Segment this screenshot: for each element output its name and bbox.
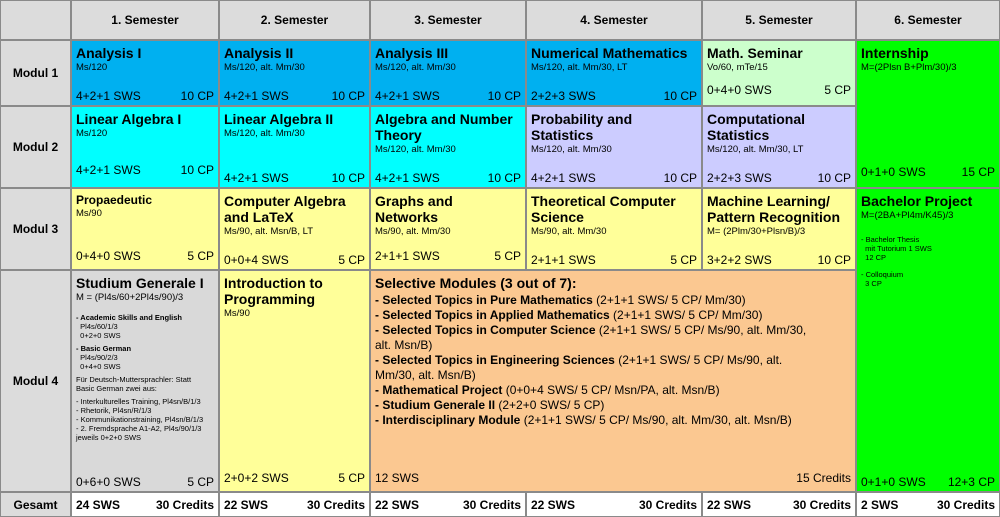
- studium-generale-line: - Basic German: [76, 344, 132, 353]
- selective-module-line: [375, 293, 855, 308]
- module-exam: Ms/120, alt. Mm/30: [531, 144, 612, 155]
- module-sws: 3+2+2 SWS: [707, 253, 772, 267]
- module-cp: 10 CP: [180, 163, 214, 177]
- module-computer-algebra-latex: [219, 188, 370, 270]
- module-cp: 10 CP: [817, 253, 851, 267]
- module-cp: 12+3 CP: [947, 475, 995, 489]
- row-label-modul-2: Modul 2: [0, 106, 71, 188]
- corner-cell: [0, 0, 71, 40]
- module-title-line-1: Theoretical Computer: [531, 193, 676, 209]
- total-semester-6: [856, 492, 1000, 517]
- module-title-line-2: Theory: [375, 127, 422, 143]
- module-studium-generale-1: [71, 270, 219, 492]
- row-label-modul-1: Modul 1: [0, 40, 71, 106]
- module-exam: Ms/120, alt. Mm/30: [224, 62, 305, 73]
- studium-generale-line: - Academic Skills and English: [76, 313, 183, 322]
- module-cp: 10 CP: [487, 171, 521, 185]
- module-exam: Ms/120, alt. Mm/30: [375, 144, 456, 155]
- module-analysis-2: [219, 40, 370, 106]
- module-sws: 0+1+0 SWS: [861, 165, 926, 179]
- total-sws: 22 SWS: [531, 497, 576, 512]
- studium-generale-line: - Interkulturelles Training, Pl4sn/B/1/3: [76, 397, 201, 406]
- module-cp: 5 CP: [187, 249, 214, 263]
- selective-modules-list: [371, 293, 855, 428]
- studium-generale-line: Für Deutsch-Muttersprachler: Statt: [76, 375, 192, 384]
- header-semester-2: 2. Semester: [219, 0, 370, 40]
- module-sws: 4+2+1 SWS: [375, 89, 440, 103]
- module-cp: 10 CP: [487, 89, 521, 103]
- module-sws: 4+2+1 SWS: [224, 171, 289, 185]
- module-sws: 0+6+0 SWS: [76, 475, 141, 489]
- bachelor-item: mit Tutorium 1 SWS: [861, 244, 932, 253]
- module-title: Bachelor Project: [861, 193, 973, 209]
- module-title: Linear Algebra I: [76, 111, 182, 127]
- module-exam: Ms/120, alt. Mm/30, LT: [707, 144, 804, 155]
- module-cp: 10 CP: [331, 171, 365, 185]
- module-cp: 5 CP: [187, 475, 214, 489]
- module-title: Propaedeutic: [76, 193, 153, 207]
- module-probability-statistics: [526, 106, 702, 188]
- module-sws: 4+2+1 SWS: [76, 89, 141, 103]
- selective-module-details: (2+1+1 SWS/ 5 CP/ Ms/90, alt. Mm/30, alt. Msn/B): [520, 413, 792, 427]
- module-sws: 0+4+0 SWS: [707, 83, 772, 97]
- studium-generale-line: - 2. Fremdsprache A1-A2, Pl4s/90/1/3: [76, 424, 202, 433]
- module-sws: 0+1+0 SWS: [861, 475, 926, 489]
- module-title-line-1: Computational: [707, 111, 805, 127]
- module-cp: 10 CP: [331, 89, 365, 103]
- module-propaedeutic: [71, 188, 219, 270]
- module-title-line-2: Science: [531, 209, 584, 225]
- module-sws: 2+0+2 SWS: [224, 471, 289, 485]
- module-sws: 4+2+1 SWS: [531, 171, 596, 185]
- row-label-gesamt: Gesamt: [0, 492, 71, 517]
- studium-generale-line: - Kommunikationstraining, Pl4sn/B/1/3: [76, 415, 204, 424]
- total-semester-5: [702, 492, 856, 517]
- module-title-line-1: Algebra and Number: [375, 111, 513, 127]
- header-semester-6: 6. Semester: [856, 0, 1000, 40]
- selective-module-details: Mm/30, alt. Msn/B): [375, 368, 476, 382]
- module-internship: [856, 40, 1000, 188]
- module-cp: 10 CP: [817, 171, 851, 185]
- module-title-line-2: Networks: [375, 209, 439, 225]
- selective-module-details: (2+1+1 SWS/ 5 CP/ Ms/90, alt.: [614, 353, 783, 367]
- module-title: Math. Seminar: [707, 45, 803, 61]
- module-exam: M= (2Plm/30+Plsn/B)/3: [707, 226, 806, 237]
- module-linear-algebra-1: [71, 106, 219, 188]
- module-cp: 10 CP: [180, 89, 214, 103]
- module-sws: 0+0+4 SWS: [224, 253, 289, 267]
- module-cp: 15 CP: [961, 165, 995, 179]
- module-title-line-2: Statistics: [531, 127, 594, 143]
- module-title: Studium Generale I: [76, 275, 204, 291]
- module-computational-statistics: [702, 106, 856, 188]
- total-credits: 30 Credits: [638, 497, 697, 512]
- module-exam: Ms/90, alt. Mm/30: [375, 226, 451, 237]
- module-title-line-1: Graphs and: [375, 193, 453, 209]
- total-sws: 2 SWS: [861, 497, 899, 512]
- module-exam: M=(2Plsn B+Plm/30)/3: [861, 62, 957, 73]
- selective-module-name: - Studium Generale II: [375, 398, 496, 412]
- module-title-line-2: Programming: [224, 291, 316, 307]
- module-exam: Ms/120: [76, 128, 108, 139]
- module-cp: 5 CP: [338, 253, 365, 267]
- selective-module-line: [375, 353, 855, 368]
- module-linear-algebra-2: [219, 106, 370, 188]
- module-sws: 2+1+1 SWS: [375, 249, 440, 263]
- selective-module-line: [375, 383, 855, 398]
- module-cp: 15 Credits: [796, 471, 851, 485]
- studium-generale-details: [72, 313, 218, 442]
- module-exam: Ms/120: [76, 62, 108, 73]
- selective-module-name: - Selected Topics in Pure Mathematics: [375, 293, 593, 307]
- module-sws: 4+2+1 SWS: [76, 163, 141, 177]
- module-theoretical-computer-science: [526, 188, 702, 270]
- selective-module-name: - Selected Topics in Engineering Sciences: [375, 353, 615, 367]
- module-graphs-networks: [370, 188, 526, 270]
- module-sws: 4+2+1 SWS: [375, 171, 440, 185]
- header-semester-3: 3. Semester: [370, 0, 526, 40]
- module-exam: M=(2BA+Pl4m/K45)/3: [861, 210, 954, 221]
- module-analysis-3: [370, 40, 526, 106]
- module-exam: Ms/120, alt. Mm/30: [224, 128, 305, 139]
- module-sws: 4+2+1 SWS: [224, 89, 289, 103]
- module-cp: 10 CP: [663, 171, 697, 185]
- selective-module-line: [375, 308, 855, 323]
- studium-generale-line: jeweils 0+2+0 SWS: [76, 433, 142, 442]
- module-analysis-1: [71, 40, 219, 106]
- selective-module-name: - Mathematical Project: [375, 383, 503, 397]
- module-exam: Ms/90, alt. Mm/30: [531, 226, 607, 237]
- module-exam: Ms/120, alt. Mm/30: [375, 62, 456, 73]
- module-title-line-2: and LaTeX: [224, 209, 294, 225]
- module-title: Analysis I: [76, 45, 142, 61]
- module-sws: 2+2+3 SWS: [707, 171, 772, 185]
- module-title-line-1: Probability and: [531, 111, 633, 127]
- module-exam: Ms/90: [76, 208, 102, 219]
- selective-module-details: (2+2+0 SWS/ 5 CP): [495, 398, 605, 412]
- module-title-line-1: Machine Learning/: [707, 193, 830, 209]
- bachelor-item: - Colloquium: [861, 270, 904, 279]
- module-title: Selective Modules (3 out of 7):: [375, 275, 577, 291]
- bachelor-item: 3 CP: [861, 279, 882, 288]
- studium-generale-line: 0+4+0 SWS: [76, 362, 121, 371]
- module-exam: Ms/90, alt. Msn/B, LT: [224, 226, 314, 237]
- studium-generale-line: Basic German zwei aus:: [76, 384, 157, 393]
- row-label-modul-3: Modul 3: [0, 188, 71, 270]
- module-cp: 5 CP: [494, 249, 521, 263]
- selective-module-line: [375, 398, 855, 413]
- selective-module-name: - Selected Topics in Computer Science: [375, 323, 596, 337]
- module-cp: 10 CP: [663, 89, 697, 103]
- selective-module-details: (2+1+1 SWS/ 5 CP/ Mm/30): [609, 308, 763, 322]
- selective-module-line: [375, 368, 855, 383]
- total-sws: 22 SWS: [224, 497, 269, 512]
- module-title-line-2: Pattern Recognition: [707, 209, 841, 225]
- total-semester-4: [526, 492, 702, 517]
- module-exam: Ms/120, alt. Mm/30, LT: [531, 62, 628, 73]
- module-title: Analysis III: [375, 45, 449, 61]
- studium-generale-line: Pl4s/90/2/3: [76, 353, 118, 362]
- selective-module-line: [375, 338, 855, 353]
- total-sws: 22 SWS: [375, 497, 420, 512]
- total-sws: 22 SWS: [707, 497, 752, 512]
- module-sws: 2+1+1 SWS: [531, 253, 596, 267]
- selective-module-details: (2+1+1 SWS/ 5 CP/ Mm/30): [592, 293, 746, 307]
- module-exam: M = (Pl4s/60+2Pl4s/90)/3: [76, 292, 184, 303]
- selective-module-details: (2+1+1 SWS/ 5 CP/ Ms/90, alt. Mm/30,: [595, 323, 807, 337]
- total-semester-2: [219, 492, 370, 517]
- module-sws: 2+2+3 SWS: [531, 89, 596, 103]
- module-machine-learning: [702, 188, 856, 270]
- module-title: Linear Algebra II: [224, 111, 334, 127]
- total-credits: 30 Credits: [936, 497, 995, 512]
- module-title: Analysis II: [224, 45, 294, 61]
- module-exam: Vo/60, mTe/15: [707, 62, 768, 73]
- studium-generale-line: - Rhetorik, Pl4sn/R/1/3: [76, 406, 152, 415]
- module-numerical-mathematics: [526, 40, 702, 106]
- module-selective-modules: [370, 270, 856, 492]
- module-title-line-1: Introduction to: [224, 275, 323, 291]
- bachelor-item: 12 CP: [861, 253, 887, 262]
- header-semester-1: 1. Semester: [71, 0, 219, 40]
- module-intro-programming: [219, 270, 370, 492]
- studium-generale-line: 0+2+0 SWS: [76, 331, 121, 340]
- header-semester-4: 4. Semester: [526, 0, 702, 40]
- selective-module-name: - Interdisciplinary Module: [375, 413, 521, 427]
- module-title: Internship: [861, 45, 929, 61]
- total-credits: 30 Credits: [462, 497, 521, 512]
- module-algebra-number-theory: [370, 106, 526, 188]
- total-credits: 30 Credits: [306, 497, 365, 512]
- module-bachelor-project: [856, 188, 1000, 492]
- selective-module-line: [375, 413, 855, 428]
- module-title-line-1: Computer Algebra: [224, 193, 346, 209]
- module-title-line-2: Statistics: [707, 127, 770, 143]
- total-sws: 24 SWS: [76, 497, 121, 512]
- selective-module-details: (0+0+4 SWS/ 5 CP/ Msn/PA, alt. Msn/B): [502, 383, 720, 397]
- selective-module-details: alt. Msn/B): [375, 338, 433, 352]
- total-credits: 30 Credits: [792, 497, 851, 512]
- row-label-modul-4: Modul 4: [0, 270, 71, 492]
- module-sws: 12 SWS: [375, 471, 420, 485]
- module-exam: Ms/90: [224, 308, 250, 319]
- total-credits: 30 Credits: [155, 497, 214, 512]
- selective-module-line: [375, 323, 855, 338]
- module-cp: 5 CP: [338, 471, 365, 485]
- studium-generale-line: Pl4s/60/1/3: [76, 322, 118, 331]
- total-semester-1: [71, 492, 219, 517]
- module-title: Numerical Mathematics: [531, 45, 688, 61]
- module-sws: 0+4+0 SWS: [76, 249, 141, 263]
- module-math-seminar: [702, 40, 856, 106]
- total-semester-3: [370, 492, 526, 517]
- module-cp: 5 CP: [824, 83, 851, 97]
- module-cp: 5 CP: [670, 253, 697, 267]
- bachelor-item: - Bachelor Thesis: [861, 235, 920, 244]
- selective-module-name: - Selected Topics in Applied Mathematics: [375, 308, 610, 322]
- header-semester-5: 5. Semester: [702, 0, 856, 40]
